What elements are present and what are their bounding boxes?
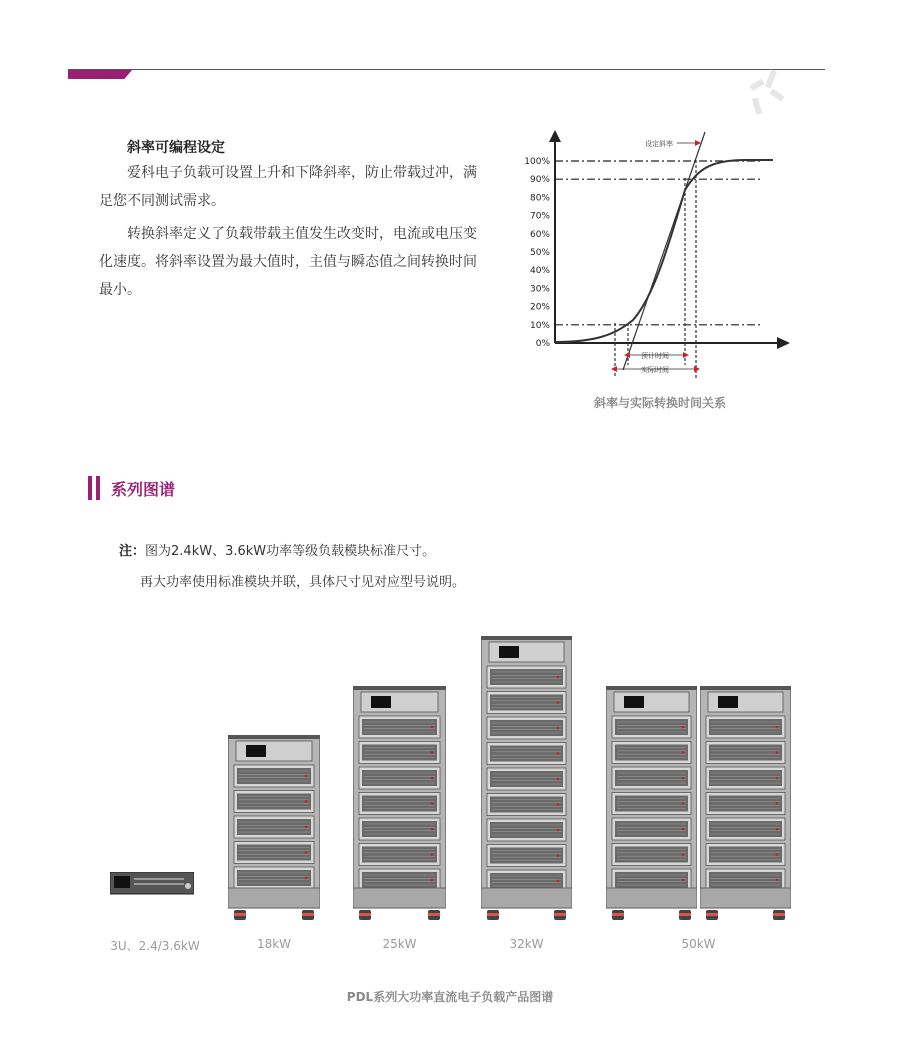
y-tick-label: 90% — [529, 175, 550, 186]
cabinet-icon — [481, 636, 572, 922]
x-axis-arrow — [777, 337, 790, 349]
brand-logo-icon — [740, 62, 800, 122]
header-accent-bar — [68, 70, 132, 79]
product-label: 50kW — [681, 937, 716, 951]
y-axis-ticks — [524, 157, 550, 349]
chart-caption: 斜率与实际转换时间关系 — [593, 396, 726, 410]
y-axis-arrow — [549, 130, 561, 142]
note-text: 图为2.4kW、3.6kW功率等级负载模块标准尺寸。 — [145, 544, 436, 559]
slope-paragraph-2: 转换斜率定义了负载带载主值发生改变时，电流或电压变化速度。将斜率设置为最大值时，主值与瞬态值之间转换时间最小。 — [99, 226, 477, 298]
product-label: 3U、2.4/3.6kW — [110, 939, 200, 953]
y-tick-label: 70% — [529, 211, 550, 222]
slope-annotation: 设定斜率 — [645, 140, 673, 148]
header-rule — [68, 69, 825, 70]
y-tick-label: 100% — [524, 157, 550, 167]
note-label: 注： — [119, 544, 146, 559]
section-accent-bar — [88, 476, 92, 500]
cabinet-icon — [228, 735, 320, 922]
y-tick-label: 30% — [529, 284, 550, 295]
product-label: 32kW — [509, 937, 544, 951]
cabinet-icon — [606, 686, 697, 922]
y-tick-label: 40% — [529, 266, 550, 277]
y-tick-label: 10% — [529, 320, 550, 331]
y-tick-label: 80% — [529, 193, 550, 204]
slope-heading: 斜率可编程设定 — [127, 140, 225, 156]
y-tick-label: 20% — [529, 302, 550, 313]
cabinet-icon — [700, 686, 791, 922]
slope-paragraph-1: 爱科电子负载可设置上升和下降斜率，防止带载过冲，满足您不同测试需求。 — [99, 165, 477, 209]
bottom-caption: PDL系列大功率直流电子负载产品图谱 — [346, 990, 554, 1004]
slope-chart — [515, 130, 795, 380]
expected-time-label: 预计时间 — [641, 352, 669, 360]
cabinet-icon — [353, 686, 446, 922]
reference-lines — [555, 161, 760, 325]
product-label: 18kW — [256, 937, 292, 951]
note-line-2: 再大功率使用标准模块并联，具体尺寸见对应型号说明。 — [140, 575, 466, 590]
y-tick-label: 0% — [535, 339, 550, 349]
chassis-3u-icon — [110, 872, 194, 896]
slope-line — [623, 132, 705, 370]
actual-time-label: 实际时间 — [641, 366, 669, 374]
section-accent-bar-2 — [96, 476, 100, 500]
y-tick-label: 50% — [529, 248, 550, 258]
note-line-1 — [119, 540, 435, 559]
section-title: 系列图谱 — [111, 480, 176, 499]
y-tick-label: 60% — [529, 229, 550, 240]
product-label: 25kW — [382, 937, 417, 951]
